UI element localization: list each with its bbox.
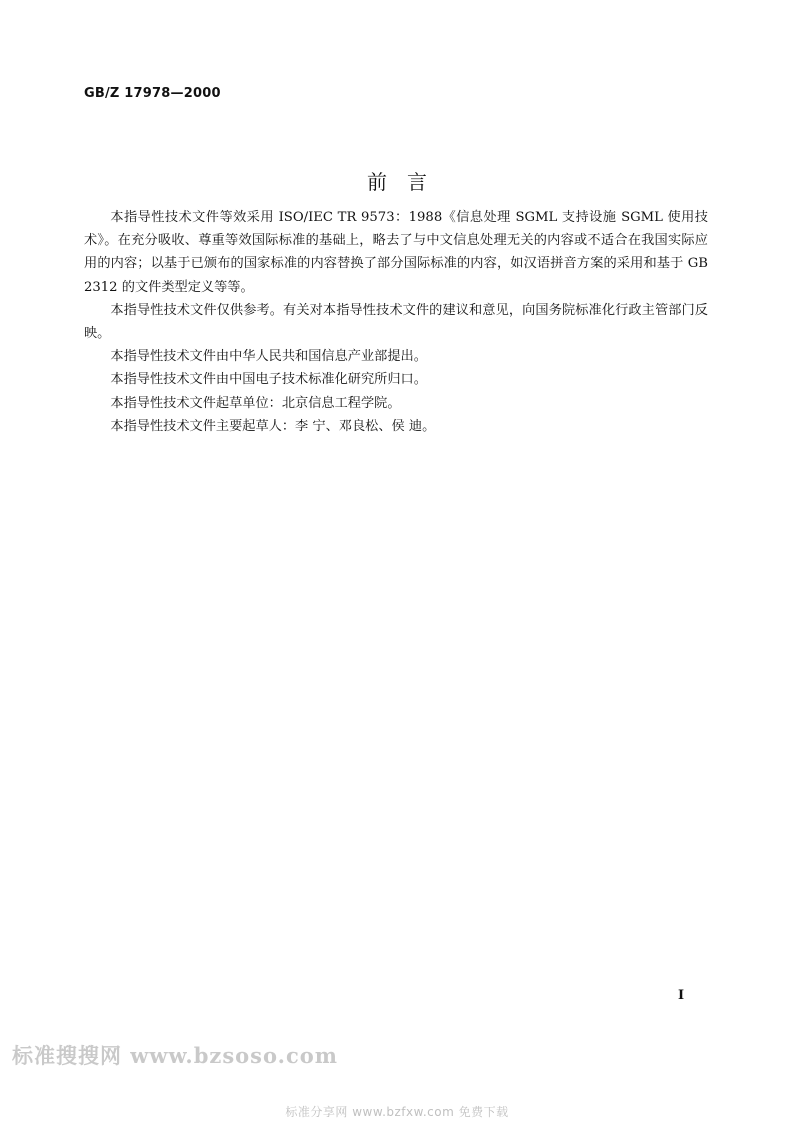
page-title: 前 言 xyxy=(367,170,427,194)
paragraph-proposer: 本指导性技术文件由中华人民共和国信息产业部提出。 xyxy=(110,349,427,365)
paragraph-drafting-unit: 本指导性技术文件起草单位：北京信息工程学院。 xyxy=(110,395,401,411)
paragraph-reference: 本指导性技术文件仅供参考。有关对本指导性技术文件的建议和意见，向国务院标准化行政主管部门反映。 xyxy=(84,302,708,342)
paragraph-administrator: 本指导性技术文件由中国电子技术标准化研究所归口。 xyxy=(110,372,427,388)
page-number: I xyxy=(678,988,685,1003)
watermark-bzsoso: 标准搜搜网 www.bzsoso.com xyxy=(12,1043,338,1068)
paragraph-drafters: 本指导性技术文件主要起草人：李 宁、邓良松、侯 迪。 xyxy=(110,418,436,434)
standard-number: GB/Z 17978—2000 xyxy=(84,86,221,101)
watermark-bzfxw: 标准分享网 www.bzfxw.com 免费下载 xyxy=(285,1105,509,1119)
document-body xyxy=(84,206,708,438)
paragraph-adoption: 本指导性技术文件等效采用 ISO/IEC TR 9573：1988《信息处理 SGML 支持设施 SGML 使用技术》。在充分吸收、尊重等效国际标准的基础上，略去了与中文信息处理无关的内容或不适合在我国实际应用的内容；以基于已颁布的国家标准的内容替换了部分国际标准的内容，如汉语拼音方案的采用和基于 GB 2312 的文件类型定义等等。 xyxy=(84,210,708,295)
